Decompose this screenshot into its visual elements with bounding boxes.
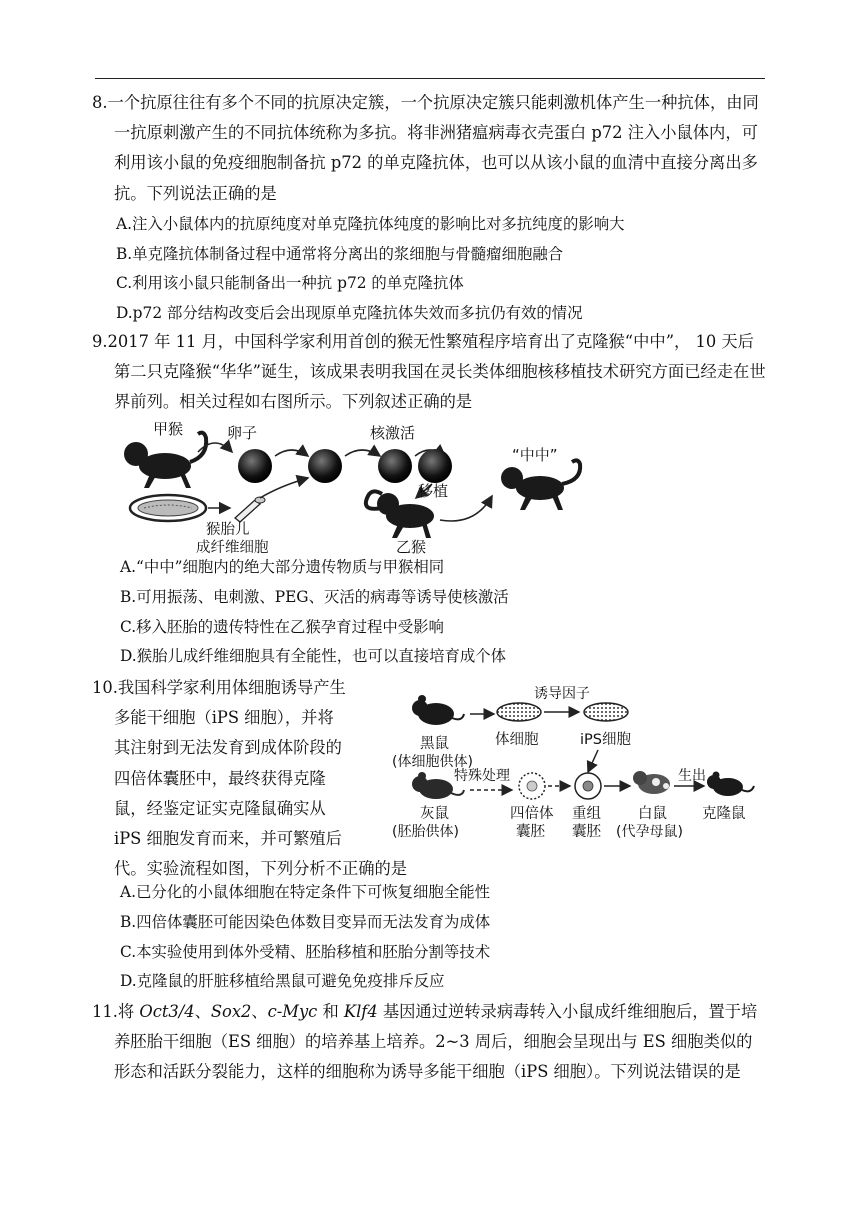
q11-prefix: 11.将 (92, 1002, 140, 1021)
egg-2-icon (308, 449, 342, 483)
label-white-mouse-role: (代孕母鼠) (616, 824, 683, 840)
label-recombinant-2: 囊胚 (572, 824, 601, 840)
question-9-options (92, 553, 768, 672)
monkey-zhongzhong-icon (501, 460, 580, 510)
egg-4-icon (418, 449, 452, 483)
q11-sep: 、 (251, 1002, 268, 1021)
question-10-stem-line: 鼠，经鉴定证实克隆鼠确实从 (114, 798, 326, 818)
label-clone-mouse: 克隆鼠 (702, 806, 746, 822)
label-monkey-a: 甲猴 (153, 420, 184, 438)
question-10-stem-line: 代。实验流程如图，下列分析不正确的是 (114, 859, 408, 879)
header-rule (95, 78, 765, 79)
question-9-option-d: D.猴胎儿成纤维细胞具有全能性，也可以直接培育成个体 (120, 647, 507, 666)
label-somatic-cell: 体细胞 (495, 732, 539, 748)
question-10-option-b: B.四倍体囊胚可能因染色体数目变异而无法发育为成体 (120, 912, 491, 931)
egg-3-icon (378, 449, 412, 483)
question-9-option-c: C.移入胚胎的遗传特性在乙猴孕育过程中受影响 (120, 617, 444, 636)
question-8-option-d: D.p72 部分结构改变后会出现原单克隆抗体失效而多抗仍有效的情况 (116, 304, 583, 323)
question-8 (92, 88, 768, 329)
question-10-stem-line: 10.我国科学家利用体细胞诱导产生 (92, 678, 346, 697)
gene-klf4: Klf4 (343, 1002, 378, 1021)
label-egg: 卵子 (227, 424, 258, 442)
gene-cmyc: c-Myc (267, 1002, 318, 1021)
label-activate: 核激活 (370, 424, 416, 442)
clone-mouse-icon (707, 772, 754, 797)
label-born: 生出 (678, 768, 706, 784)
egg-1-icon (238, 449, 272, 483)
label-tetraploid-2: 囊胚 (516, 824, 545, 840)
question-8-option-b: B.单克隆抗体制备过程中通常将分离出的浆细胞与骨髓瘤细胞融合 (116, 244, 564, 263)
question-10-stem-line: 其注射到无法发育到成体阶段的 (114, 738, 342, 758)
label-zhongzhong: “中中” (512, 446, 558, 464)
gene-oct34: Oct3/4 (139, 1002, 195, 1021)
label-inducing-factor: 诱导因子 (534, 686, 590, 702)
question-9-stem: 9.2017 年 11 月，中国科学家利用首创的猴无性繁殖程序培育出了克隆猴“中中”， 10 天后第二只克隆猴“华华”诞生，该成果表明我国在灵长类体细胞核移植技术研究方面已经走在世界前列。相关过程如右图所示。下列叙述正确的是 (92, 332, 766, 412)
label-black-mouse: 黑鼠 (420, 736, 449, 752)
label-monkey-b: 乙猴 (396, 538, 427, 556)
question-10-stem-line: iPS 细胞发育而来，并可繁殖后 (114, 829, 342, 849)
question-9-option-a: A.“中中”细胞内的绝大部分遗传物质与甲猴相同 (120, 558, 445, 576)
question-10-options (92, 878, 768, 997)
question-11 (92, 997, 768, 1088)
q11-sep: 和 (317, 1002, 344, 1021)
label-ips-cell: iPS细胞 (580, 732, 631, 748)
question-8-option-c: C.利用该小鼠只能制备出一种抗 p72 的单克隆抗体 (116, 274, 464, 293)
ips-cloning-diagram (384, 686, 764, 846)
question-10-stem-line: 四倍体囊胚中，最终获得克隆 (114, 768, 326, 788)
monkey-a-icon (124, 433, 206, 488)
question-8-stem: 8.一个抗原往往有多个不同的抗原决定簇，一个抗原决定簇只能刺激机体产生一种抗体，由同一抗原刺激产生的不同抗体统称为多抗。将非洲猪瘟病毒衣壳蛋白 p72 注入小鼠体内，可利用该小鼠的免疫细胞制备抗 p72 的单克隆抗体，也可以从该小鼠的血清中直接分离出多抗。下列说法正确的是 (92, 93, 759, 203)
label-special-treatment: 特殊处理 (454, 768, 510, 784)
question-10-option-a: A.已分化的小鼠体细胞在特定条件下可恢复细胞全能性 (120, 883, 490, 901)
question-10-option-c: C.本实验使用到体外受精、胚胎移植和胚胎分割等技术 (120, 942, 491, 961)
gene-sox2: Sox2 (210, 1002, 252, 1021)
question-10-figure (384, 686, 764, 850)
label-gray-mouse: 灰鼠 (420, 806, 449, 822)
question-10-stem-line: 多能干细胞（iPS 细胞），并将 (114, 708, 334, 728)
pipette-icon (235, 497, 265, 522)
q11-sep: 、 (194, 1002, 211, 1021)
question-9 (92, 327, 768, 418)
label-white-mouse: 白鼠 (638, 806, 667, 822)
question-10-stem (92, 673, 408, 884)
label-gray-mouse-role: (胚胎供体) (392, 824, 459, 840)
q11-rest: 基因通过逆转录病毒转入小鼠成纤维细胞后，置于培养胚胎干细胞（ES 细胞）的培养基上培养。2~3 周后，细胞会呈现出与 ES 细胞类似的形态和活跃分裂能力，这样的细胞称为诱导多能干细胞（iPS 细胞）。下列说法错误的是 (114, 1002, 758, 1082)
white-mouse-icon (633, 771, 670, 794)
question-10-option-d: D.克隆鼠的肝脏移植给黑鼠可避免免疫排斥反应 (120, 972, 445, 991)
label-black-mouse-role: (体细胞供体) (392, 754, 473, 770)
ips-cell-dish-icon (584, 703, 628, 721)
monkey-cloning-diagram (120, 416, 600, 556)
petri-dish-icon (130, 495, 206, 521)
label-fibroblast-line2: 成纤维细胞 (196, 540, 269, 556)
question-9-figure (120, 416, 600, 560)
black-mouse-icon (412, 695, 464, 725)
label-tetraploid-1: 四倍体 (510, 806, 554, 822)
somatic-cell-dish-icon (497, 703, 541, 721)
label-fibroblast-line1: 猴胎儿 (206, 522, 250, 538)
question-8-option-a: A.注入小鼠体内的抗原纯度对单克隆抗体纯度的影响比对多抗纯度的影响大 (116, 214, 625, 233)
question-11-stem (92, 997, 768, 1088)
question-9-option-b: B.可用振荡、电刺激、PEG、灭活的病毒等诱导使核激活 (120, 587, 509, 606)
label-transfer: 移植 (418, 482, 449, 500)
label-recombinant-1: 重组 (572, 806, 601, 822)
